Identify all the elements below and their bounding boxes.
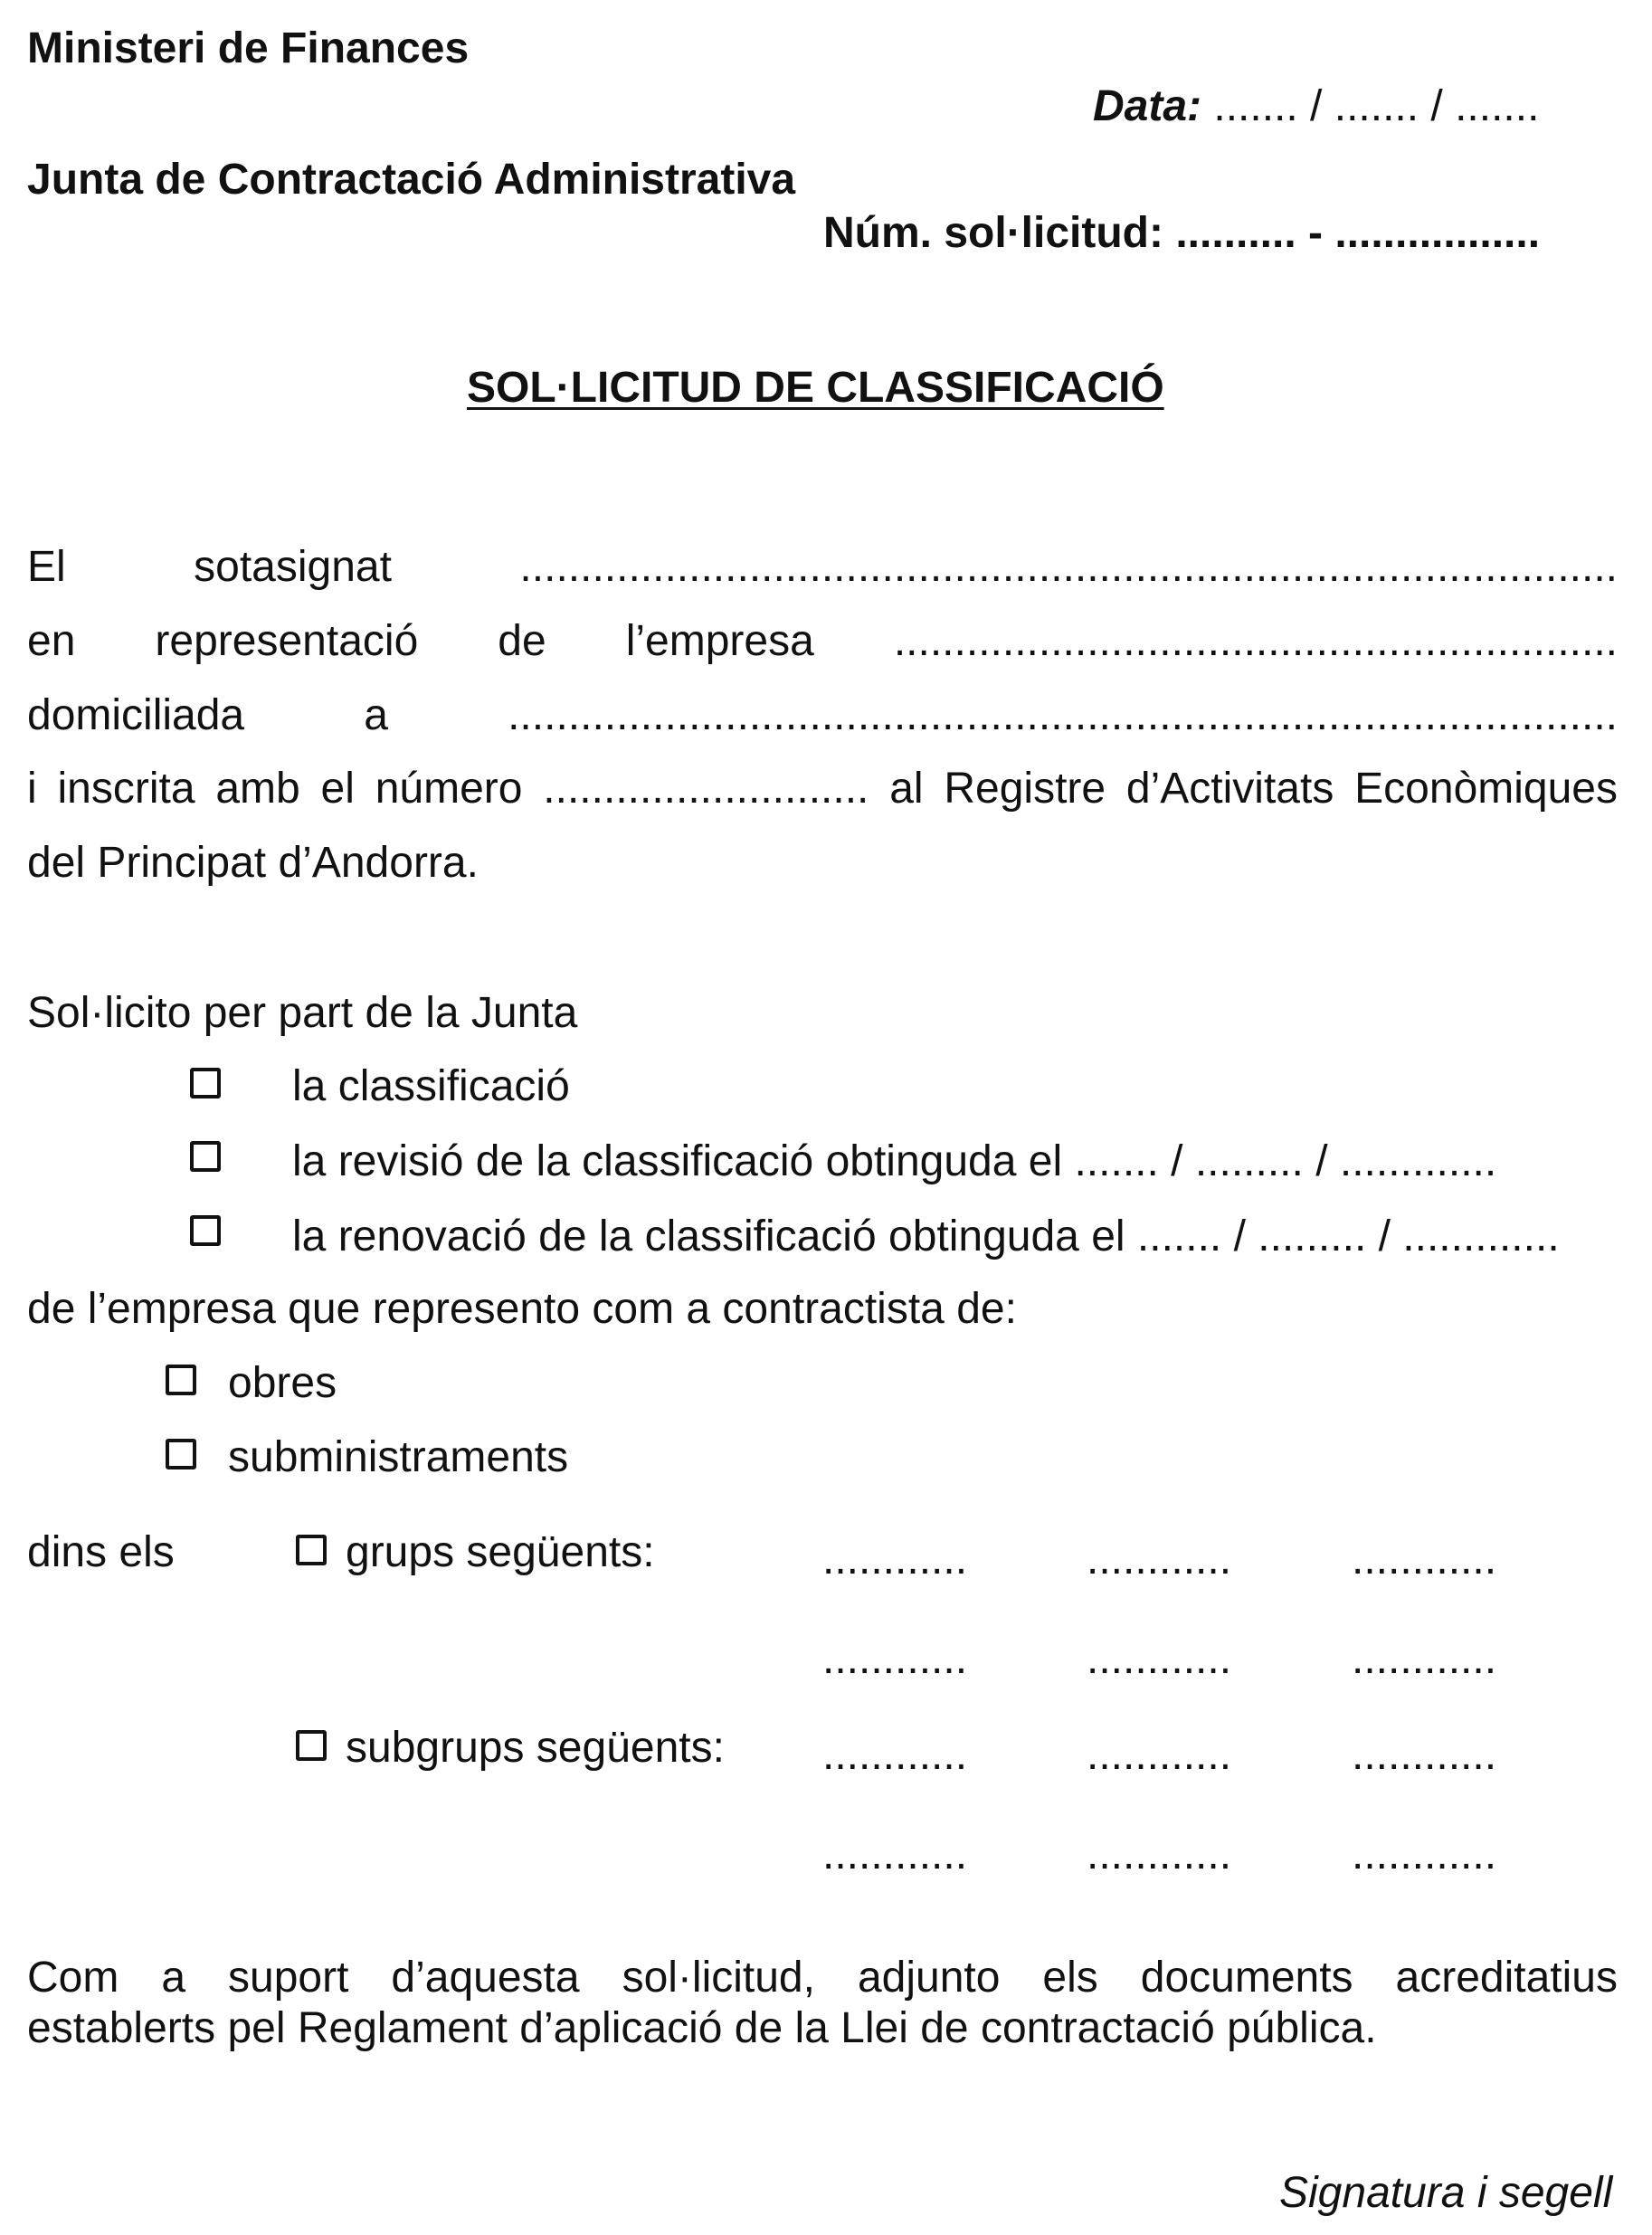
date-field[interactable] — [1093, 82, 1540, 130]
groups-label: grups següents: — [346, 1528, 655, 1576]
subgroup-blank[interactable]: ............ — [1352, 1731, 1497, 1779]
groups-checkbox[interactable] — [296, 1535, 327, 1565]
subgroup-blank[interactable]: ............ — [822, 1731, 968, 1779]
signature-label: Signatura i segell — [1279, 2169, 1613, 2217]
address-line[interactable]: domiciliada a ............................................................................................ — [27, 691, 1618, 739]
group-blank[interactable]: ............ — [1352, 1635, 1497, 1683]
subgroup-blank[interactable]: ............ — [1087, 1731, 1232, 1779]
works-option: obres — [228, 1359, 337, 1407]
supplies-checkbox[interactable] — [166, 1439, 196, 1469]
date-blanks: ....... / ....... / ....... — [1201, 82, 1540, 130]
subgroup-blank[interactable]: ............ — [822, 1831, 968, 1878]
group-blank[interactable]: ............ — [822, 1536, 968, 1584]
request-number-field[interactable] — [823, 209, 1541, 257]
works-checkbox[interactable] — [166, 1365, 196, 1395]
support-line-1: Com a suport d’aquesta sol·licitud, adjunto els documents acreditatius — [27, 1954, 1618, 2002]
applicant-name-line[interactable]: El sotasignat ........................................................................................... — [27, 543, 1618, 591]
revision-option[interactable]: la revisió de la classificació obtinguda el ....... / ......... / ............. — [292, 1137, 1497, 1185]
groups-prefix: dins els — [27, 1528, 175, 1576]
document-title: SOL·LICITUD DE CLASSIFICACIÓ — [467, 364, 1164, 412]
principality-line: del Principat d’Andorra. — [27, 839, 479, 887]
group-blank[interactable]: ............ — [822, 1635, 968, 1683]
classification-option: la classificació — [292, 1062, 570, 1110]
request-number-blanks: .......... - ................. — [1163, 209, 1541, 257]
subgroup-blank[interactable]: ............ — [1352, 1831, 1497, 1878]
request-intro: Sol·licito per part de la Junta — [27, 989, 578, 1037]
group-blank[interactable]: ............ — [1087, 1635, 1232, 1683]
group-blank[interactable]: ............ — [1087, 1536, 1232, 1584]
group-blank[interactable]: ............ — [1352, 1536, 1497, 1584]
renewal-option[interactable]: la renovació de la classificació obtinguda el ....... / ......... / ............. — [292, 1213, 1560, 1260]
company-line[interactable]: en representació de l’empresa ............................................................ — [27, 617, 1618, 665]
date-label: Data: — [1093, 82, 1202, 130]
board-name: Junta de Contractació Administrativa — [27, 156, 796, 204]
subgroup-blank[interactable]: ............ — [1087, 1831, 1232, 1878]
renewal-checkbox[interactable] — [190, 1215, 221, 1246]
supplies-option: subministraments — [228, 1433, 569, 1481]
revision-checkbox[interactable] — [190, 1141, 221, 1172]
request-number-label: Núm. sol·licitud: — [823, 209, 1163, 257]
contractor-intro: de l’empresa que represento com a contractista de: — [27, 1285, 1017, 1333]
subgroups-checkbox[interactable] — [296, 1730, 327, 1761]
subgroups-label: subgrups següents: — [346, 1724, 725, 1772]
registry-line[interactable]: i inscrita amb el número ........................... al Registre d’Activitats Econòmiques — [27, 765, 1618, 813]
classification-checkbox[interactable] — [190, 1068, 221, 1098]
ministry-name: Ministeri de Finances — [27, 24, 470, 72]
support-line-2: establerts pel Reglament d’aplicació de la Llei de contractació pública. — [27, 2004, 1377, 2052]
